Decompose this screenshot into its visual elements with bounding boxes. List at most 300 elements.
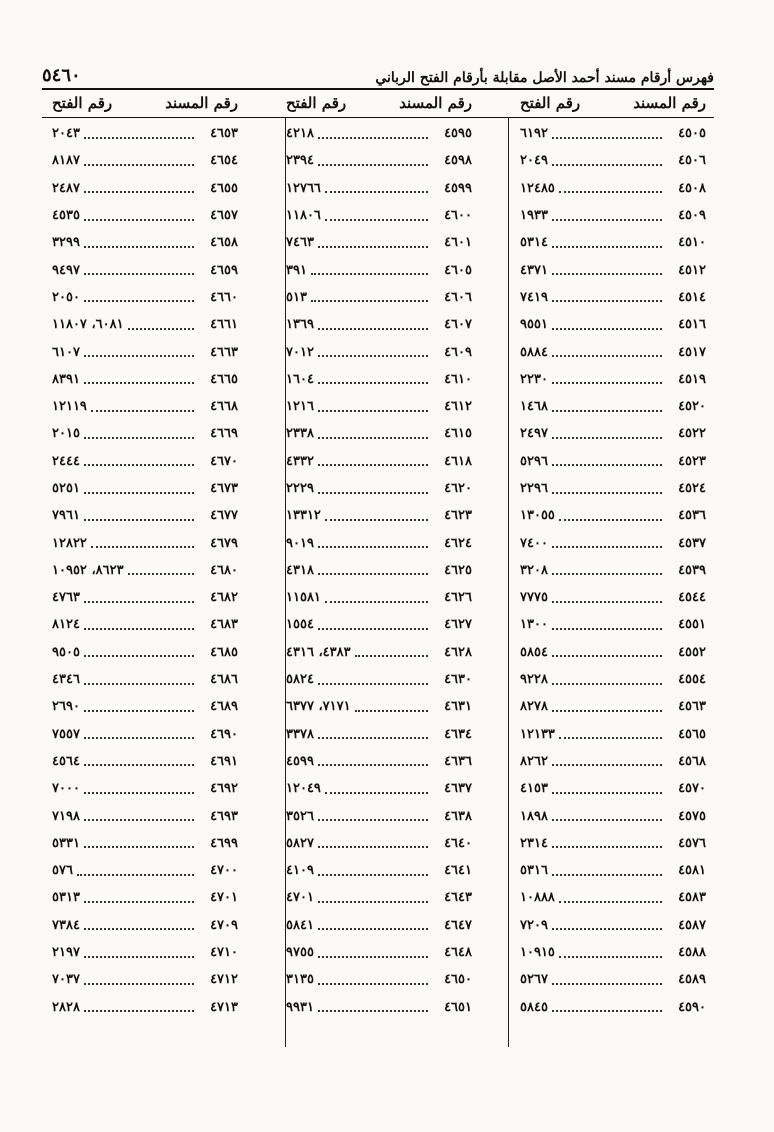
dot-leader (84, 191, 194, 193)
dot-leader (318, 573, 428, 575)
musnad-number: ٤٦٣٧ (444, 781, 472, 797)
fath-number: ٦١٠٧ (52, 344, 80, 360)
fath-number: ٣٢٩٩ (52, 235, 80, 251)
table-row (520, 338, 706, 365)
fath-number: ٧١٩٨ (52, 808, 80, 824)
table-row (52, 420, 238, 447)
dot-leader (311, 273, 428, 275)
dot-leader (552, 1010, 662, 1012)
fath-number: ٥٢٦٧ (520, 972, 548, 988)
dot-leader (318, 928, 428, 930)
table-row (520, 311, 706, 338)
musnad-number: ٤٥٤٤ (678, 590, 706, 606)
fath-number: ١٢٠٤٩ (286, 781, 321, 797)
fath-number: ٧٠٠٠ (52, 781, 80, 797)
musnad-number: ٤٦٥٤ (210, 153, 238, 169)
table-row (286, 393, 472, 420)
dot-leader (552, 628, 662, 630)
index-column-3 (52, 120, 238, 1021)
table-row (52, 666, 238, 693)
dot-leader (318, 137, 428, 139)
table-row (520, 693, 706, 720)
musnad-number: ٤٦٥٩ (210, 262, 238, 278)
fath-number: ٩٥٥١ (520, 317, 548, 333)
table-row (286, 229, 472, 256)
table-row (520, 721, 706, 748)
table-row (520, 284, 706, 311)
table-row (52, 830, 238, 857)
fath-number: ٢٤٤٤ (52, 453, 80, 469)
musnad-number: ٤٦٥٣ (210, 126, 238, 142)
fath-number: ٩٥٠٥ (52, 644, 80, 660)
musnad-number: ٤٥٠٥ (678, 126, 706, 142)
fath-number: ٤٣٣٢ (286, 453, 314, 469)
fath-number: ٨١٢٤ (52, 617, 80, 633)
musnad-number: ٤٥٢٠ (678, 399, 706, 415)
table-row (52, 584, 238, 611)
table-row (52, 256, 238, 283)
fath-number: ٥٢٥١ (52, 481, 80, 496)
fath-number: ١٢١١٩ (52, 399, 87, 415)
dot-leader (318, 492, 428, 494)
musnad-number: ٤٥٩٠ (678, 999, 706, 1015)
musnad-number: ٤٧٠٠ (210, 863, 238, 879)
table-row (286, 994, 472, 1021)
musnad-number: ٤٦٦٨ (210, 399, 238, 415)
table-row (286, 857, 472, 884)
column-header-musnad: رقم المسند (633, 94, 706, 112)
dot-leader (84, 601, 194, 603)
fath-number: ٧٥٥٧ (52, 726, 80, 742)
dot-leader (318, 328, 428, 330)
dot-leader (84, 846, 194, 848)
musnad-number: ٤٦٨٢ (210, 590, 238, 606)
dot-leader (552, 683, 662, 685)
table-row (520, 256, 706, 283)
fath-number: ٥٨٢٤ (286, 672, 314, 688)
dot-leader (559, 901, 662, 903)
dot-leader (552, 983, 662, 985)
table-row (52, 147, 238, 174)
dot-leader (84, 737, 194, 739)
index-table (52, 120, 706, 1021)
fath-number: ٣١٣٥ (286, 972, 314, 988)
table-row (286, 448, 472, 475)
musnad-number: ٤٦٨٠ (210, 562, 238, 578)
musnad-number: ٤٥٠٦ (678, 153, 706, 169)
dot-leader (318, 355, 428, 357)
musnad-number: ٤٧١٠ (210, 945, 238, 961)
dot-leader (318, 382, 428, 384)
fath-number: ٢٠٥٠ (52, 289, 80, 305)
table-row (52, 721, 238, 748)
table-row (286, 175, 472, 202)
table-row (520, 748, 706, 775)
musnad-number: ٤٦٠٩ (444, 344, 472, 360)
fath-number: ٥٣١٤ (520, 235, 548, 251)
table-row (52, 529, 238, 556)
dot-leader (318, 874, 428, 876)
dot-leader (552, 655, 662, 657)
musnad-number: ٤٦٢٨ (444, 644, 472, 660)
table-row (286, 256, 472, 283)
fath-number: ٤٧٦٣ (52, 590, 80, 606)
dot-leader (559, 956, 662, 958)
table-row (52, 912, 238, 939)
fath-number: ٥١٣ (286, 289, 307, 305)
table-row (286, 966, 472, 993)
fath-number: ٤٣٧١ (520, 262, 548, 278)
musnad-number: ٤٥٨٨ (678, 945, 706, 961)
table-row (52, 966, 238, 993)
dot-leader (552, 164, 662, 166)
dot-leader (84, 628, 194, 630)
table-row (520, 775, 706, 802)
page-number: ٥٤٦٠ (42, 65, 81, 86)
musnad-number: ٤٦٨٣ (210, 617, 238, 633)
musnad-number: ٤٥٠٨ (678, 180, 706, 196)
table-row (52, 557, 238, 584)
musnad-number: ٤٦٨٥ (210, 644, 238, 660)
fath-number: ٢٢٢٩ (286, 481, 314, 496)
fath-number: ٢٠٤٩ (520, 153, 548, 169)
dot-leader (552, 601, 662, 603)
musnad-number: ٤٥٩٩ (444, 180, 472, 196)
musnad-number: ٤٥١٦ (678, 317, 706, 333)
table-row (286, 830, 472, 857)
musnad-number: ٤٦٠٧ (444, 317, 472, 333)
musnad-number: ٤٦٣٦ (444, 753, 472, 769)
table-row (52, 229, 238, 256)
fath-number: ٣٣٧٨ (286, 726, 314, 742)
dot-leader (318, 1010, 428, 1012)
fath-number: ٨٦٢٣، ١٠٩٥٢ (52, 562, 124, 578)
dot-leader (84, 928, 194, 930)
table-row (286, 884, 472, 911)
table-row (520, 475, 706, 502)
dot-leader (559, 737, 662, 739)
dot-leader (552, 273, 662, 275)
dot-leader (84, 983, 194, 985)
musnad-number: ٤٦٩٢ (210, 781, 238, 797)
musnad-number: ٤٥٨٧ (678, 917, 706, 933)
dot-leader (91, 546, 194, 548)
table-row (520, 529, 706, 556)
table-row (52, 366, 238, 393)
table-row (52, 311, 238, 338)
fath-number: ٧٩٦١ (52, 508, 80, 524)
column-header-group-3 (52, 94, 238, 116)
musnad-number: ٤٥٢٢ (678, 426, 706, 442)
table-row (520, 830, 706, 857)
table-row (52, 884, 238, 911)
musnad-number: ٤٦٦٣ (210, 344, 238, 360)
dot-leader (128, 573, 194, 575)
dot-leader (318, 983, 428, 985)
fath-number: ٢٠١٥ (52, 426, 80, 442)
musnad-number: ٤٦٢٠ (444, 481, 472, 496)
musnad-number: ٤٥٨١ (678, 863, 706, 879)
dot-leader (84, 164, 194, 166)
dot-leader (318, 764, 428, 766)
running-head (42, 60, 714, 86)
fath-number: ٧٣٨٤ (52, 917, 80, 933)
dot-leader (84, 219, 194, 221)
fath-number: ٢٨٢٨ (52, 999, 80, 1015)
table-row (520, 420, 706, 447)
musnad-number: ٤٦١٠ (444, 371, 472, 387)
fath-number: ١٦٠٤ (286, 371, 314, 387)
table-row (52, 748, 238, 775)
fath-number: ٤٧٠١ (286, 890, 314, 906)
dot-leader (325, 191, 428, 193)
musnad-number: ٤٥٧٦ (678, 835, 706, 851)
dot-leader (84, 300, 194, 302)
fath-number: ٧١٧١، ٦٣٧٧ (286, 699, 351, 715)
table-row (52, 393, 238, 420)
table-row (286, 912, 472, 939)
musnad-number: ٤٧١٢ (210, 972, 238, 988)
dot-leader (552, 573, 662, 575)
dot-leader (318, 164, 428, 166)
fath-number: ٧٢٠٩ (520, 917, 548, 933)
fath-number: ٤٥٦٤ (52, 753, 80, 769)
fath-number: ٤٥٣٥ (52, 208, 80, 224)
fath-number: ٢٤٨٧ (52, 180, 80, 196)
musnad-number: ٤٦٢٦ (444, 590, 472, 606)
musnad-number: ٤٦٤١ (444, 863, 472, 879)
musnad-number: ٤٦٣٠ (444, 672, 472, 688)
musnad-number: ٤٦٦١ (210, 317, 238, 333)
column-header-fath: رقم الفتح (286, 94, 347, 112)
musnad-number: ٤٧٠٩ (210, 917, 238, 933)
table-row (520, 147, 706, 174)
musnad-number: ٤٦٥١ (444, 999, 472, 1015)
musnad-number: ٤٦٨٦ (210, 672, 238, 688)
table-row (286, 584, 472, 611)
dot-leader (84, 792, 194, 794)
dot-leader (91, 410, 194, 412)
index-column-1 (520, 120, 706, 1021)
musnad-number: ٤٦٧٧ (210, 508, 238, 524)
dot-leader (552, 492, 662, 494)
fath-number: ٥٨٤١ (286, 917, 314, 933)
dot-leader (84, 764, 194, 766)
musnad-number: ٤٥٨٣ (678, 890, 706, 906)
dot-leader (552, 410, 662, 412)
dot-leader (552, 546, 662, 548)
fath-number: ٩٧٥٥ (286, 945, 314, 961)
fath-number: ٥٨٢٧ (286, 835, 314, 851)
table-row (286, 338, 472, 365)
table-row (520, 448, 706, 475)
table-row (520, 802, 706, 829)
fath-number: ٥٨٨٤ (520, 344, 548, 360)
fath-number: ٨٣٩١ (52, 371, 80, 387)
musnad-number: ٤٥٢٣ (678, 453, 706, 469)
musnad-number: ٤٦٢٥ (444, 562, 472, 578)
fath-number: ٤٣٨٣، ٤٣١٦ (286, 644, 351, 660)
dot-leader (552, 300, 662, 302)
fath-number: ٢٠٤٣ (52, 126, 80, 142)
dot-leader (84, 273, 194, 275)
musnad-number: ٤٦٣٨ (444, 808, 472, 824)
dot-leader (84, 382, 194, 384)
dot-leader (84, 464, 194, 466)
musnad-number: ٤٦٦٠ (210, 289, 238, 305)
table-row (286, 557, 472, 584)
musnad-number: ٤٦٦٥ (210, 371, 238, 387)
column-header-group-1 (520, 94, 706, 116)
musnad-number: ٤٥٢٤ (678, 481, 706, 496)
fath-number: ٤١٥٣ (520, 781, 548, 797)
table-row (520, 939, 706, 966)
musnad-number: ٤٦٦٩ (210, 426, 238, 442)
dot-leader (325, 519, 428, 521)
dot-leader (128, 328, 194, 330)
dot-leader (552, 928, 662, 930)
table-row (286, 202, 472, 229)
fath-number: ١٥٥٤ (286, 617, 314, 633)
table-row (520, 994, 706, 1021)
fath-number: ١٣٦٩ (286, 317, 314, 333)
musnad-number: ٤٦٠٦ (444, 289, 472, 305)
column-header-musnad: رقم المسند (399, 94, 472, 112)
dot-leader (552, 792, 662, 794)
fath-number: ٩٠١٩ (286, 535, 314, 551)
musnad-number: ٤٥٨٩ (678, 972, 706, 988)
table-row (52, 775, 238, 802)
dot-leader (84, 437, 194, 439)
musnad-number: ٤٦٩١ (210, 753, 238, 769)
table-row (286, 475, 472, 502)
dot-leader (318, 246, 428, 248)
musnad-number: ٤٦٥٨ (210, 235, 238, 251)
musnad-number: ٤٥٦٨ (678, 753, 706, 769)
table-row (286, 775, 472, 802)
column-header-rule (42, 117, 714, 118)
table-row (286, 284, 472, 311)
fath-number: ١٣٠٠ (520, 617, 548, 633)
musnad-number: ٤٦٩٣ (210, 808, 238, 824)
table-row (286, 721, 472, 748)
table-row (286, 120, 472, 147)
musnad-number: ٤٥١٧ (678, 344, 706, 360)
fath-number: ٤٣١٨ (286, 562, 314, 578)
fath-number: ٤٥٩٩ (286, 753, 314, 769)
musnad-number: ٤٦٢٣ (444, 508, 472, 524)
table-row (52, 502, 238, 529)
dot-leader (552, 382, 662, 384)
dot-leader (318, 901, 428, 903)
header-rule (42, 88, 714, 90)
fath-number: ٢٢٩٦ (520, 481, 548, 496)
dot-leader (318, 437, 428, 439)
fath-number: ٥٣٣١ (52, 835, 80, 851)
dot-leader (552, 437, 662, 439)
dot-leader (559, 519, 662, 521)
table-row (52, 448, 238, 475)
table-row (286, 147, 472, 174)
fath-number: ١٣٣١٢ (286, 508, 321, 524)
table-row (52, 611, 238, 638)
dot-leader (355, 710, 428, 712)
dot-leader (318, 546, 428, 548)
musnad-number: ٤٧١٣ (210, 999, 238, 1015)
table-row (520, 966, 706, 993)
dot-leader (318, 628, 428, 630)
table-row (286, 693, 472, 720)
musnad-number: ٤٥١٤ (678, 289, 706, 305)
fath-number: ١٣٠٥٥ (520, 508, 555, 524)
fath-number: ٥٣١٦ (520, 863, 548, 879)
musnad-number: ٤٦٣١ (444, 699, 472, 715)
dot-leader (318, 737, 428, 739)
fath-number: ٩٤٩٧ (52, 262, 80, 278)
musnad-number: ٤٥٧٥ (678, 808, 706, 824)
table-row (520, 202, 706, 229)
fath-number: ٨١٨٧ (52, 153, 80, 169)
dot-leader (318, 410, 428, 412)
fath-number: ١٢١٣٣ (520, 726, 555, 742)
dot-leader (311, 300, 428, 302)
fath-number: ٢٣١٤ (520, 835, 548, 851)
dot-leader (84, 956, 194, 958)
fath-number: ١٠٩١٥ (520, 945, 555, 961)
table-row (52, 175, 238, 202)
dot-leader (84, 355, 194, 357)
dot-leader (84, 246, 194, 248)
table-row (52, 693, 238, 720)
table-row (520, 584, 706, 611)
musnad-number: ٤٦٢٤ (444, 535, 472, 551)
fath-number: ٤٢١٨ (286, 126, 314, 142)
musnad-number: ٤٦٤٨ (444, 945, 472, 961)
musnad-number: ٤٥٦٥ (678, 726, 706, 742)
fath-number: ٦١٩٢ (520, 126, 548, 142)
table-row (520, 229, 706, 256)
musnad-number: ٤٦٧٣ (210, 481, 238, 496)
musnad-number: ٤٦٢٧ (444, 617, 472, 633)
dot-leader (552, 710, 662, 712)
dot-leader (77, 874, 194, 876)
column-header-group-2 (286, 94, 472, 116)
table-row (520, 366, 706, 393)
table-row (286, 802, 472, 829)
table-row (286, 311, 472, 338)
musnad-number: ٤٦٥٧ (210, 208, 238, 224)
musnad-number: ٤٥٠٩ (678, 208, 706, 224)
dot-leader (552, 464, 662, 466)
fath-number: ١٢٧٦٦ (286, 180, 321, 196)
table-row (520, 857, 706, 884)
dot-leader (552, 219, 662, 221)
fath-number: ٧٤١٩ (520, 289, 548, 305)
musnad-number: ٤٦٧٩ (210, 535, 238, 551)
musnad-number: ٤٦٤٣ (444, 890, 472, 906)
dot-leader (318, 464, 428, 466)
dot-leader (325, 219, 428, 221)
table-row (286, 529, 472, 556)
table-row (52, 475, 238, 502)
table-row (286, 420, 472, 447)
musnad-number: ٤٦١٨ (444, 453, 472, 469)
dot-leader (552, 355, 662, 357)
fath-number: ٥٨٥٤ (520, 644, 548, 660)
table-row (52, 284, 238, 311)
musnad-number: ٤٥٥١ (678, 617, 706, 633)
musnad-number: ٤٦١٢ (444, 399, 472, 415)
